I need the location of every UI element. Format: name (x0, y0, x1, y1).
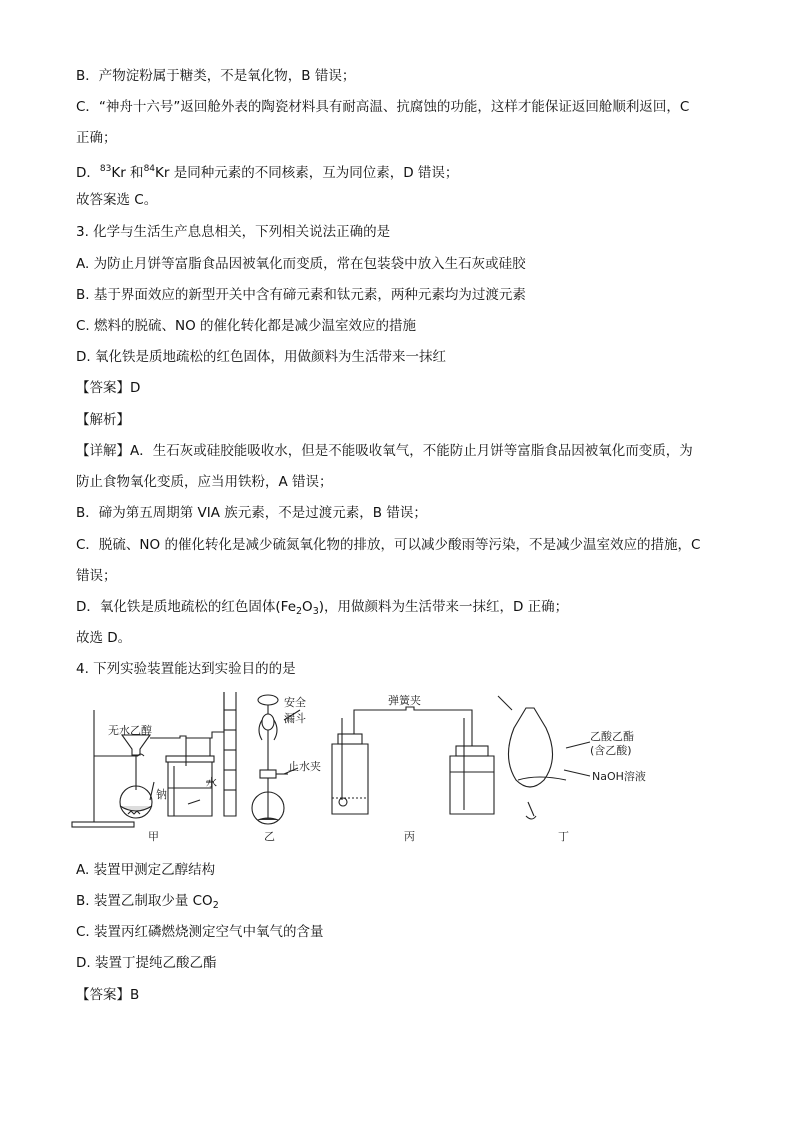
text-run: D．氧化铁是质地疏松的红色固体(Fe (76, 599, 296, 615)
apparatus-diagram (70, 690, 690, 850)
label-jia: 甲 (148, 830, 159, 843)
detail-line: C．脱硫、NO 的催化转化是减少硫氮氧化物的排放，可以减少酸雨等污染，不是减少温室效应的措施，C (76, 537, 701, 553)
detail-line: 防止食物氧化变质，应当用铁粉，A 错误； (76, 474, 333, 490)
apparatus-figure (70, 690, 690, 850)
question-3-stem: 3. 化学与生活生产息息相关，下列相关说法正确的是 (76, 224, 391, 240)
detail-line: B．碲为第五周期第 VIA 族元素，不是过渡元素，B 错误； (76, 505, 427, 521)
label-yi: 乙 (264, 830, 275, 843)
text-line: 正确； (76, 130, 117, 146)
option-d: D. 装置丁提纯乙酸乙酯 (76, 955, 217, 971)
answer-label: 【答案】B (76, 987, 140, 1003)
text-run: O (302, 599, 313, 615)
analysis-label: 【解析】 (76, 412, 130, 428)
label-naoh: NaOH溶液 (592, 770, 646, 783)
option-c: C. 燃料的脱硫、NO 的催化转化都是减少温室效应的措施 (76, 318, 417, 334)
text-line: 故答案选 C。 (76, 192, 158, 208)
label-shui: 水 (206, 776, 217, 789)
option-c: C. 装置丙红磷燃烧测定空气中氧气的含量 (76, 924, 324, 940)
subscript: 2 (212, 900, 219, 911)
text-line: B．产物淀粉属于糖类，不是氧化物，B 错误； (76, 68, 356, 84)
text-run: D． (76, 165, 100, 181)
text-run: B. 装置乙制取少量 CO (76, 893, 213, 909)
apparatus-bing (332, 707, 494, 814)
label-wushui-yichun: 无水乙醇 (108, 724, 152, 737)
text-run: Kr 是同种元素的不同核素，互为同位素，D 错误； (155, 165, 459, 181)
detail-line: 【详解】A．生石灰或硅胶能吸收水，但是不能吸收氧气，不能防止月饼等富脂食品因被氧化而变质，为 (76, 443, 693, 459)
label-ding: 丁 (558, 830, 569, 843)
text-line: C．“神舟十六号”返回舱外表的陶瓷材料具有耐高温、抗腐蚀的功能，这样才能保证返回舱顺利返回，C (76, 99, 690, 115)
option-a: A. 为防止月饼等富脂食品因被氧化而变质，常在包装袋中放入生石灰或硅胶 (76, 256, 526, 272)
option-b-co2 (76, 891, 724, 916)
text-run: )，用做颜料为生活带来一抹红，D 正确； (318, 599, 569, 615)
detail-line-fe2o3 (76, 597, 724, 622)
label-bing: 丙 (404, 830, 415, 843)
mass-number-83: 83 (99, 164, 112, 174)
apparatus-jia (72, 692, 236, 827)
label-han-yisuan: (含乙酸) (590, 744, 632, 757)
detail-line: 故选 D。 (76, 630, 132, 646)
label-loudou: 漏斗 (284, 712, 306, 725)
answer-label: 【答案】D (76, 380, 141, 396)
label-zhishuijia: 止水夹 (288, 760, 321, 773)
option-b: B. 基于界面效应的新型开关中含有碲元素和钛元素，两种元素均为过渡元素 (76, 287, 526, 303)
label-yisuanyizhi: 乙酸乙酯 (590, 730, 634, 743)
label-anquan: 安全 (284, 696, 306, 709)
label-tanhuangjia: 弹簧夹 (388, 694, 421, 707)
question-4-stem: 4. 下列实验装置能达到实验目的的是 (76, 661, 296, 677)
text-run: Kr 和 (111, 165, 144, 181)
subscript: 2 (296, 606, 303, 617)
detail-line: 错误； (76, 568, 117, 584)
label-na: 钠 (156, 788, 167, 801)
option-a: A. 装置甲测定乙醇结构 (76, 862, 216, 878)
apparatus-ding (498, 696, 590, 819)
text-line-isotopes (76, 159, 724, 183)
mass-number-84: 84 (143, 164, 156, 174)
subscript: 3 (312, 606, 319, 617)
option-d: D. 氧化铁是质地疏松的红色固体，用做颜料为生活带来一抹红 (76, 349, 446, 365)
